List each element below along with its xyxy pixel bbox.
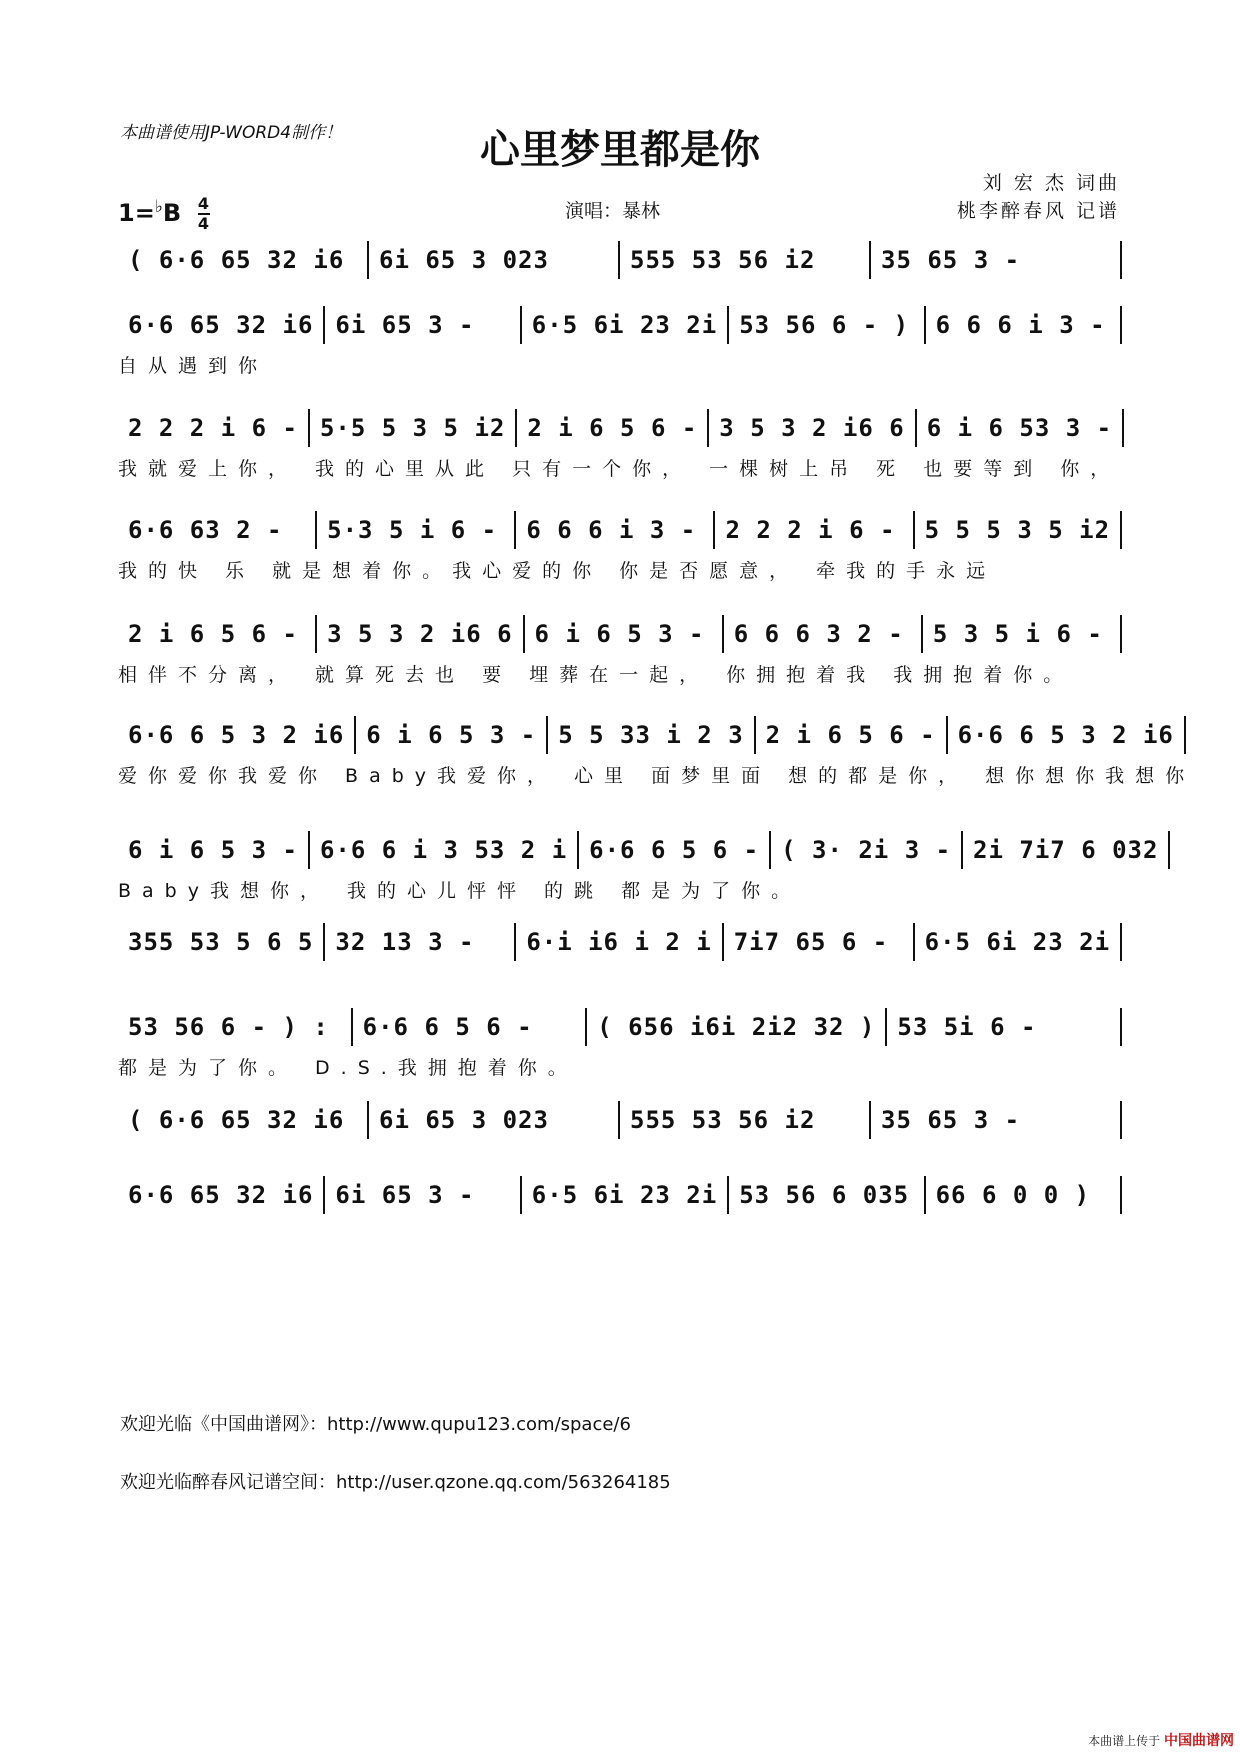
flat-sign: ♭ bbox=[154, 197, 163, 217]
measure: 6·6 65 32 i6 bbox=[118, 1176, 325, 1214]
measure: 7i7 65 6 - bbox=[724, 923, 915, 961]
measure: 6·5 6i 23 2i bbox=[522, 1176, 729, 1214]
key-label: 1= bbox=[118, 199, 155, 227]
lyrics-row bbox=[118, 1146, 1122, 1172]
measure: 6·6 6 i 3 53 2 i bbox=[310, 831, 579, 869]
site-logo: 中国曲谱网 bbox=[1164, 1733, 1234, 1749]
measure: 2 i 6 5 6 - bbox=[118, 615, 317, 653]
measure: 6·6 6 5 3 2 i6 bbox=[118, 716, 356, 754]
score-line bbox=[118, 1100, 1122, 1172]
score-line bbox=[118, 1007, 1122, 1079]
footer-site-link[interactable]: 欢迎光临《中国曲谱网》：http://www.qupu123.com/space/6 bbox=[120, 1414, 631, 1435]
score-line bbox=[118, 1175, 1122, 1247]
measure: 6·6 6 5 3 2 i6 bbox=[948, 716, 1186, 754]
measure: 6i 65 3 023 bbox=[369, 1101, 620, 1139]
notation-row bbox=[118, 305, 1122, 345]
measure: 53 56 6 - ) bbox=[729, 306, 925, 344]
measure: 5 5 5 3 5 i2 bbox=[915, 511, 1122, 549]
notation-row bbox=[118, 1175, 1122, 1215]
score-line bbox=[118, 510, 1122, 582]
measure: 32 13 3 - bbox=[325, 923, 516, 961]
lyrics-row bbox=[118, 968, 1122, 994]
measure: 66 6 0 0 ) bbox=[926, 1176, 1122, 1214]
score-line bbox=[118, 715, 1196, 787]
transcriber-credit: 桃李醉春风 记谱 bbox=[956, 200, 1120, 222]
notation-row bbox=[118, 1007, 1122, 1047]
lyrics-row: 自从遇到你 bbox=[118, 355, 269, 377]
measure: 5·3 5 i 6 - bbox=[317, 511, 516, 549]
footer-space-link[interactable]: 欢迎光临醉春风记谱空间：http://user.qzone.qq.com/563264185 bbox=[120, 1472, 671, 1493]
measure: 35 65 3 - bbox=[871, 241, 1122, 279]
measure: 555 53 56 i2 bbox=[620, 1101, 871, 1139]
score-line bbox=[118, 408, 1122, 480]
notation-row bbox=[118, 922, 1122, 962]
score-line bbox=[118, 240, 1122, 312]
measure: 2 i 6 5 6 - bbox=[756, 716, 948, 754]
score-line bbox=[118, 614, 1122, 686]
measure: ( 3· 2i 3 - bbox=[771, 831, 963, 869]
key-note: B bbox=[162, 199, 182, 227]
measure: 6 6 6 i 3 - bbox=[926, 306, 1122, 344]
measure: 5 3 5 i 6 - bbox=[923, 615, 1122, 653]
measure: 6·i i6 i 2 i bbox=[516, 923, 723, 961]
measure: 3 5 3 2 i6 6 bbox=[709, 409, 916, 447]
time-signature bbox=[198, 196, 210, 232]
stamp-text: 本曲谱上传于 bbox=[1088, 1734, 1161, 1748]
score-line bbox=[118, 305, 1122, 377]
measure: 555 53 56 i2 bbox=[620, 241, 871, 279]
measure: 6·5 6i 23 2i bbox=[522, 306, 729, 344]
lyrics-row: 爱你爱你我爱你 Baby我爱你， 心里 面梦里面 想的都是你， 想你想你我想你 bbox=[118, 765, 1196, 787]
measure: 6·6 6 5 6 - bbox=[353, 1008, 588, 1046]
measure: 3 5 3 2 i6 6 bbox=[317, 615, 524, 653]
measure: 53 5i 6 - bbox=[887, 1008, 1122, 1046]
measure: 6i 65 3 023 bbox=[369, 241, 620, 279]
measure: 6·6 65 32 i6 bbox=[118, 306, 325, 344]
measure: 6i 65 3 - bbox=[325, 306, 521, 344]
measure: 2 2 2 i 6 - bbox=[715, 511, 914, 549]
measure: 53 56 6 035 bbox=[729, 1176, 925, 1214]
notation-row bbox=[118, 408, 1122, 448]
measure: 53 56 6 - ) : bbox=[118, 1008, 353, 1046]
measure: 355 53 5 6 5 bbox=[118, 923, 325, 961]
measure: 6 6 6 3 2 - bbox=[724, 615, 923, 653]
measure: 6 i 6 5 3 - bbox=[118, 831, 310, 869]
measure: 2 i 6 5 6 - bbox=[517, 409, 709, 447]
measure: 35 65 3 - bbox=[871, 1101, 1122, 1139]
lyrics-row bbox=[118, 1221, 1122, 1247]
notation-row bbox=[118, 830, 1159, 870]
notation-row bbox=[118, 715, 1174, 755]
lyrics-row: 都是为了你。 D.S.我拥抱着你。 bbox=[118, 1057, 578, 1079]
measure: 6 i 6 53 3 - bbox=[917, 409, 1124, 447]
measure: 6i 65 3 - bbox=[325, 1176, 521, 1214]
made-with-note: 本曲谱使用JP-WORD4制作！ bbox=[120, 123, 343, 143]
time-top: 4 bbox=[197, 194, 210, 213]
notation-row bbox=[118, 1100, 1122, 1140]
measure: ( 6·6 65 32 i6 bbox=[118, 1101, 369, 1139]
notation-row bbox=[118, 510, 1122, 550]
lyrics-row: 我就爱上你， 我的心里从此 只有一个你， 一棵树上吊 死 也要等到 你， bbox=[118, 458, 1121, 480]
key-signature bbox=[118, 196, 210, 232]
measure: 5·5 5 3 5 i2 bbox=[310, 409, 517, 447]
time-bottom: 4 bbox=[197, 214, 210, 233]
measure: 6·6 6 5 6 - bbox=[579, 831, 771, 869]
measure: ( 656 i6i 2i2 32 ) bbox=[587, 1008, 887, 1046]
measure: 6 i 6 5 3 - bbox=[356, 716, 548, 754]
score-line bbox=[118, 922, 1122, 994]
lyrics-row: 相伴不分离， 就算死去也 要 埋葬在一起， 你拥抱着我 我拥抱着你。 bbox=[118, 664, 1074, 686]
measure: 6 6 6 i 3 - bbox=[516, 511, 715, 549]
lyrics-row: 我的快 乐 就是想着你。我心爱的你 你是否愿意， 牵我的手永远 bbox=[118, 560, 997, 582]
notation-row bbox=[118, 614, 1122, 654]
measure: 5 5 33 i 2 3 bbox=[548, 716, 755, 754]
measure: 6·5 6i 23 2i bbox=[915, 923, 1122, 961]
composer-credit: 刘 宏 杰 词曲 bbox=[982, 172, 1120, 194]
song-title: 心里梦里都是你 bbox=[480, 126, 760, 173]
upload-stamp bbox=[1088, 1730, 1234, 1750]
measure: 6 i 6 5 3 - bbox=[525, 615, 724, 653]
measure: 2i 7i7 6 032 bbox=[963, 831, 1170, 869]
score-line bbox=[118, 830, 1159, 902]
singer: 演唱：暴林 bbox=[565, 200, 661, 222]
measure: 6·6 63 2 - bbox=[118, 511, 317, 549]
measure: 2 2 2 i 6 - bbox=[118, 409, 310, 447]
notation-row bbox=[118, 240, 1122, 280]
measure: ( 6·6 65 32 i6 bbox=[118, 241, 369, 279]
lyrics-row: Baby我想你， 我的心儿怦怦 的跳 都是为了你。 bbox=[118, 880, 802, 902]
